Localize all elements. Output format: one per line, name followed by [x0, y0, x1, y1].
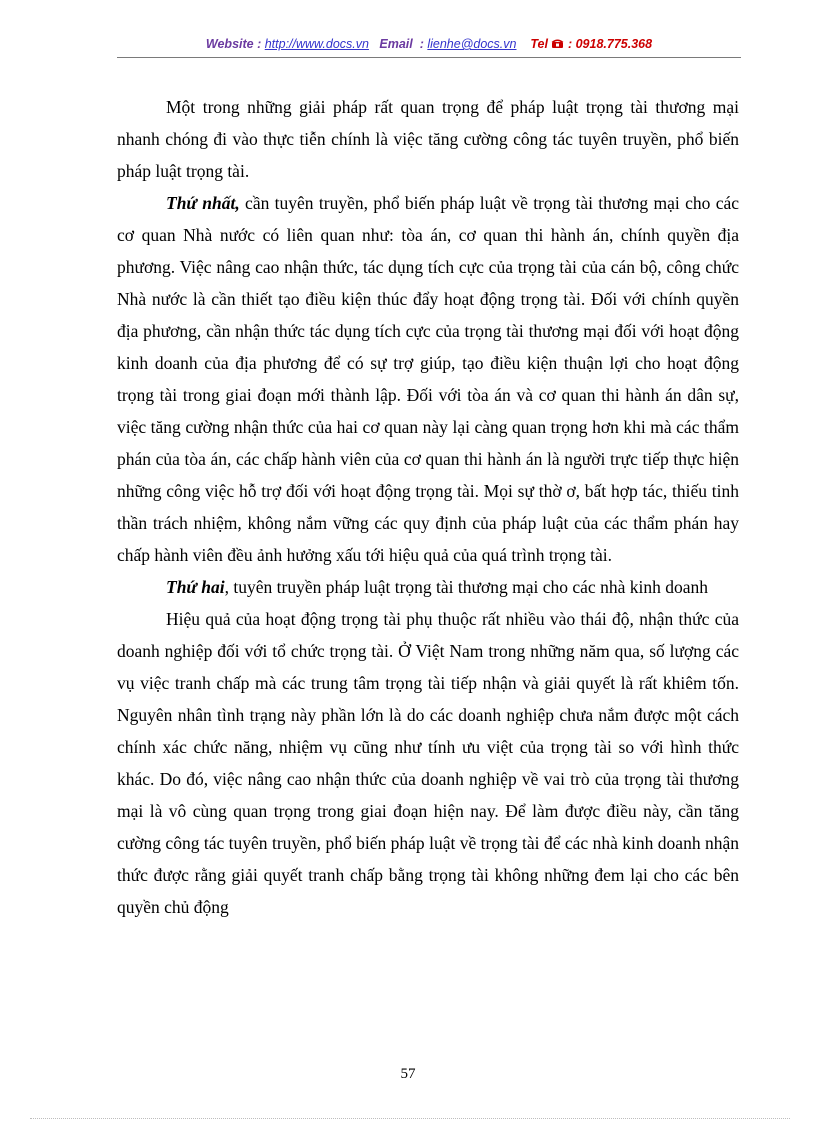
paragraph-second-lead: Thứ hai	[166, 577, 225, 597]
page-bottom-border	[30, 1118, 790, 1119]
paragraph-second	[117, 571, 739, 603]
paragraph-second-body: , tuyên truyền pháp luật trọng tài thương mại cho các nhà kinh doanh	[224, 577, 708, 597]
paragraph-effectiveness: Hiệu quả của hoạt động trọng tài phụ thuộc rất nhiều vào thái độ, nhận thức của doanh nghiệp đối với tổ chức trọng tài. Ở Việt Nam trong những năm qua, số lượng các vụ việc tranh chấp mà các trung tâm trọng tài tiếp nhận và giải quyết là rất khiêm tốn. Nguyên nhân tình trạng này phần lớn là do các doanh nghiệp chưa nắm được một cách chính xác chức năng, nhiệm vụ cũng như tính ưu việt của trọng tài so với hình thức khác. Do đó, việc nâng cao nhận thức của doanh nghiệp về vai trò của trọng tài thương mại là vô cùng quan trọng trong giai đoạn hiện nay. Để làm được điều này, cần tăng cường công tác tuyên truyền, phổ biến pháp luật về trọng tài để các nhà kinh doanh nhận thức được rằng giải quyết tranh chấp bằng trọng tài không những đem lại cho các bên quyền chủ động	[117, 609, 739, 917]
paragraph-first	[117, 187, 739, 571]
page-header	[117, 37, 741, 55]
email-label: Email	[379, 37, 413, 51]
document-body	[117, 91, 739, 923]
phone-icon	[551, 37, 567, 51]
website-link[interactable]: http://www.docs.vn	[264, 37, 369, 51]
tel-label: Tel	[530, 37, 548, 51]
email-link[interactable]: lienhe@docs.vn	[427, 37, 517, 51]
paragraph-first-lead: Thứ nhất,	[166, 193, 240, 213]
website-label: Website :	[205, 37, 262, 51]
header-divider	[117, 57, 741, 58]
paragraph-first-body: cần tuyên truyền, phổ biến pháp luật về trọng tài thương mại cho các cơ quan Nhà nước có liên quan như: tòa án, cơ quan thi hành án, chính quyền địa phương. Việc nâng cao nhận thức, tác dụng tích cực của trọng tài của cán bộ, công chức Nhà nước là cần thiết tạo điều kiện thúc đẩy hoạt động trọng tài. Đối với chính quyền địa phương, cần nhận thức tác dụng tích cực của trọng tài thương mại đối với hoạt động kinh doanh của địa phương để có sự trợ giúp, tạo điều kiện thuận lợi cho hoạt động trọng tài trong giai đoạn mới thành lập. Đối với tòa án và cơ quan thi hành án dân sự, việc tăng cường nhận thức của hai cơ quan này lại càng quan trọng hơn khi mà các thẩm phán của tòa án, các chấp hành viên của cơ quan thi hành án là người trực tiếp thực hiện những công việc hỗ trợ đối với hoạt động trọng tài. Mọi sự thờ ơ, bất hợp tác, thiếu tinh thần trách nhiệm, không nắm vững các quy định của pháp luật của các thẩm phán hay chấp hành viên đều ảnh hưởng xấu tới hiệu quả của quá trình trọng tài.	[117, 193, 739, 565]
page-number: 57	[400, 1066, 416, 1082]
paragraph-intro: Một trong những giải pháp rất quan trọng để pháp luật trọng tài thương mại nhanh chóng đi vào thực tiễn chính là việc tăng cường công tác tuyên truyền, phổ biến pháp luật trọng tài.	[117, 97, 739, 181]
tel-value: : 0918.775.368	[567, 37, 653, 51]
email-separator: :	[419, 37, 424, 51]
